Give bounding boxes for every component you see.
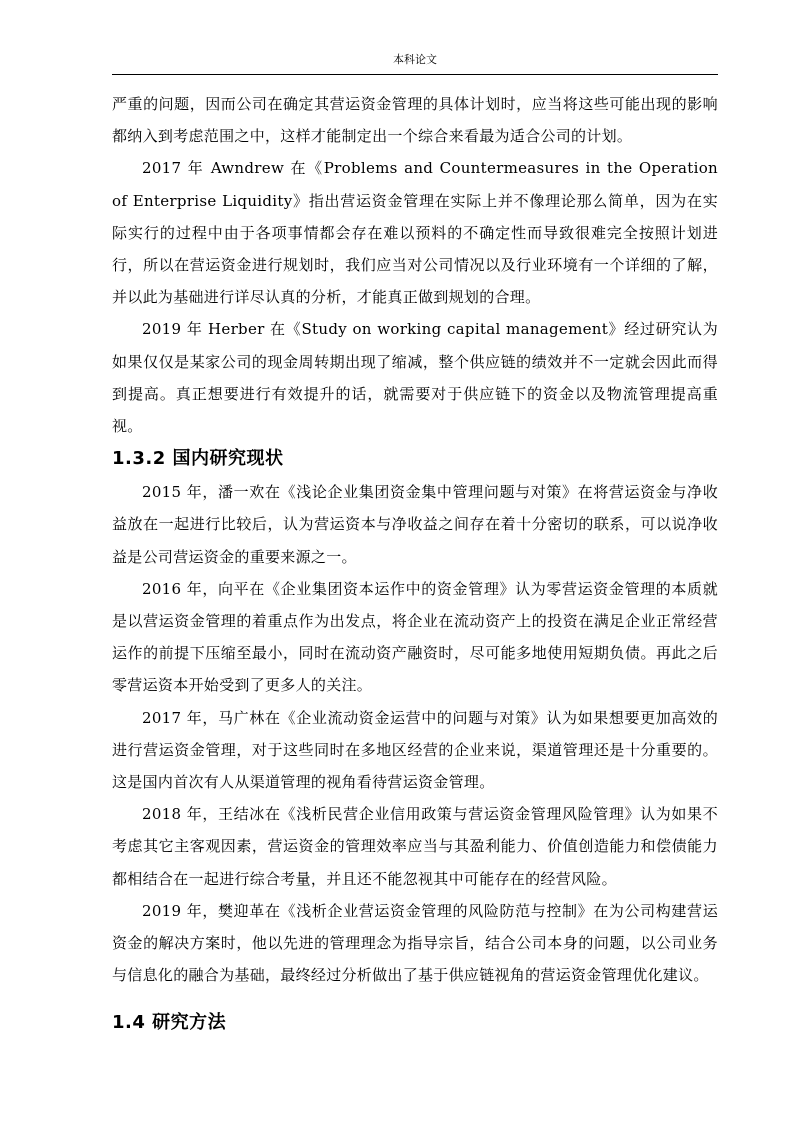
- body-paragraph: 2017 年 Awndrew 在《Problems and Countermeasures in the Operation of Enterprise Liquidity》指出营运资金管理在实际上并不像理论那么简单，因为在实际实行的过程中由于各项事情都会存在难以预料的不确定性而导致很难完全按照计划进行，所以在营运资金进行规划时，我们应当对公司情况以及行业环境有一个详细的了解，并以此为基础进行详尽认真的分析，才能真正做到规划的合理。: [112, 159, 718, 307]
- body-paragraph: 严重的问题，因而公司在确定其营运资金管理的具体计划时，应当将这些可能出现的影响都纳入到考虑范围之中，这样才能制定出一个综合来看最为适合公司的计划。: [112, 95, 718, 146]
- header-title: 本科论文: [393, 53, 437, 66]
- body-paragraph: 2016 年，向平在《企业集团资本运作中的资金管理》认为零营运资金管理的本质就是以营运资金管理的着重点作为出发点，将企业在流动资产上的投资在满足企业正常经营运作的前提下压缩至最小，同时在流动资产融资时，尽可能多地使用短期负债。再此之后零营运资本开始受到了更多人的关注。: [112, 579, 718, 695]
- body-paragraph: 2015 年，潘一欢在《浅论企业集团资金集中管理问题与对策》在将营运资金与净收益放在一起进行比较后，认为营运资本与净收益之间存在着十分密切的联系，可以说净收益是公司营运资金的重要来源之一。: [112, 483, 718, 566]
- body-paragraph: 2018 年，王结冰在《浅析民营企业信用政策与营运资金管理风险管理》认为如果不考虑其它主客观因素，营运资金的管理效率应当与其盈利能力、价值创造能力和偿债能力都相结合在一起进行综合考量，并且还不能忽视其中可能存在的经营风险。: [112, 805, 718, 888]
- page-body: [112, 88, 718, 1041]
- body-paragraph: 2019 年 Herber 在《Study on working capital management》经过研究认为如果仅仅是某家公司的现金周转期出现了缩减，整个供应链的绩效并不一定就会因此而得到提高。真正想要进行有效提升的话，就需要对于供应链下的资金以及物流管理提高重视。: [112, 320, 718, 436]
- page-header: [112, 52, 718, 75]
- body-paragraph: 2019 年，樊迎革在《浅析企业营运资金管理的风险防范与控制》在为公司构建营运资金的解决方案时，他以先进的管理理念为指导宗旨，结合公司本身的问题，以公司业务与信息化的融合为基础，最终经过分析做出了基于供应链视角的营运资金管理优化建议。: [112, 901, 718, 985]
- section-heading-1-3-2: 1.3.2 国内研究现状: [112, 448, 284, 470]
- section-heading-1-4: 1.4 研究方法: [112, 1012, 227, 1034]
- body-paragraph: 2017 年，马广林在《企业流动资金运营中的问题与对策》认为如果想要更加高效的进行营运资金管理，对于这些同时在多地区经营的企业来说，渠道管理还是十分重要的。这是国内首次有人从渠道管理的视角看待营运资金管理。: [112, 708, 718, 792]
